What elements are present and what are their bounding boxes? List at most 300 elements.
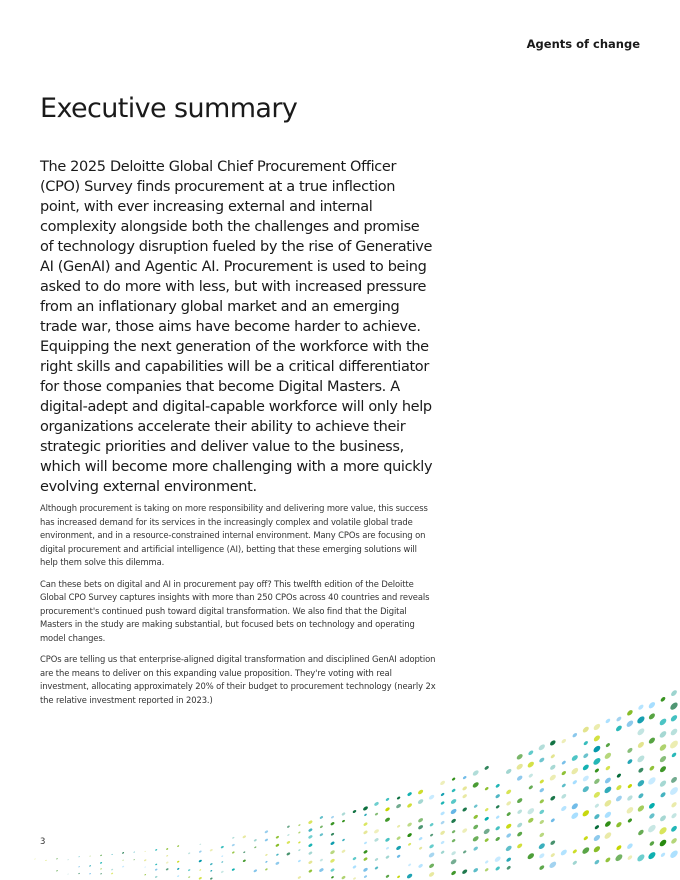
decorative-dot (570, 811, 579, 820)
decorative-dot (440, 850, 445, 854)
decorative-dot (581, 809, 590, 818)
decorative-dot (395, 845, 401, 851)
decorative-dot (231, 868, 235, 871)
decorative-dot (538, 842, 546, 850)
decorative-dot (111, 872, 114, 874)
decorative-dot (308, 820, 313, 825)
decorative-dot (363, 850, 368, 855)
decorative-dot (483, 828, 491, 836)
decorative-dot (298, 824, 301, 827)
decorative-dot (658, 838, 667, 847)
decorative-dot (440, 811, 445, 816)
decorative-dot (561, 760, 566, 765)
decorative-dot (417, 824, 423, 830)
decorative-dot (603, 799, 612, 808)
decorative-dot (561, 793, 568, 799)
decorative-dot (308, 869, 313, 873)
body-paragraph: Although procurement is taking on more responsibility and delivering more value, this success has increased demand for its services in the increasingly complex and volatile global trade environment, and in a resource-constrained internal environment. Many CPOs are focusing on digital procurement and artificial intelligence (AI), betting that these emerging solutions will help them solve this dilemma. (40, 503, 428, 567)
decorative-dot (549, 774, 557, 782)
decorative-dot (571, 802, 579, 810)
decorative-dot (374, 866, 378, 870)
decorative-dot (506, 865, 511, 870)
decorative-dot (451, 830, 455, 834)
decorative-dot (330, 868, 335, 873)
decorative-dot (122, 852, 124, 854)
decorative-dot (670, 776, 678, 784)
decorative-dot (429, 822, 434, 827)
decorative-dot (649, 840, 655, 846)
decorative-dot (539, 832, 545, 838)
decorative-dot (594, 859, 600, 865)
decorative-dot (561, 770, 567, 776)
decorative-dot (636, 754, 645, 763)
decorative-dot (539, 819, 545, 825)
decorative-dot (570, 767, 579, 776)
decorative-dot (572, 860, 578, 865)
decorative-dot (78, 856, 80, 857)
decorative-dot (188, 869, 191, 872)
decorative-dot (506, 800, 512, 806)
decorative-dot (89, 865, 91, 867)
decorative-dot (177, 845, 179, 847)
decorative-dot (429, 844, 435, 850)
decorative-dot (484, 786, 489, 791)
decorative-dot (374, 812, 378, 816)
decorative-dot (417, 817, 423, 823)
decorative-dot (594, 768, 600, 773)
decorative-dot (539, 809, 545, 815)
decorative-dot (604, 820, 612, 828)
decorative-dot (286, 852, 291, 856)
decorative-dot (407, 822, 413, 828)
decorative-dot (615, 795, 623, 803)
decorative-dot (386, 846, 390, 850)
decorative-dot (627, 818, 633, 824)
decorative-dot (571, 754, 579, 762)
decorative-dot (308, 834, 313, 839)
decorative-dot (364, 813, 368, 816)
decorative-dot (648, 712, 656, 720)
decorative-dot (451, 788, 456, 793)
decorative-dot (593, 845, 602, 853)
decorative-dot (550, 754, 555, 759)
decorative-dot (144, 859, 147, 862)
decorative-dot (440, 801, 445, 805)
decorative-dot (484, 860, 488, 864)
decorative-dot (550, 852, 555, 857)
decorative-dot (626, 794, 633, 801)
decorative-dot (330, 858, 336, 863)
decorative-dot (396, 796, 400, 800)
decorative-dot (660, 696, 666, 702)
decorative-dot (648, 701, 657, 710)
decorative-dot (495, 825, 501, 831)
decorative-dot (561, 783, 566, 788)
decorative-dot (473, 867, 479, 873)
decorative-dot (451, 777, 455, 781)
decorative-dot (583, 740, 589, 746)
decorative-dot (406, 873, 413, 880)
decorative-dot (528, 785, 533, 790)
decorative-dot (56, 858, 58, 859)
decorative-dot (670, 812, 677, 819)
decorative-dot (615, 725, 623, 733)
decorative-dot (495, 783, 500, 788)
decorative-dot (538, 743, 546, 751)
decorative-dot (232, 851, 235, 854)
decorative-dot (450, 870, 456, 876)
decorative-dot (538, 852, 545, 859)
decorative-dot (636, 779, 645, 788)
decorative-dot (308, 843, 313, 848)
decorative-dot (604, 811, 613, 820)
decorative-dot (330, 832, 334, 836)
decorative-dot (221, 861, 223, 863)
decorative-dot (582, 726, 590, 734)
decorative-dot (506, 812, 511, 817)
decorative-dot (495, 836, 501, 842)
decorative-dot (199, 843, 201, 845)
decorative-dot (428, 794, 435, 801)
decorative-dot (505, 845, 513, 852)
decorative-dot (188, 852, 191, 854)
decorative-dot (331, 815, 335, 819)
decorative-dot (604, 752, 613, 761)
decorative-dot (177, 860, 180, 863)
decorative-dot (342, 819, 346, 822)
decorative-dot (605, 718, 611, 724)
decorative-dot (331, 876, 335, 879)
decorative-dot (133, 859, 135, 861)
decorative-dot (374, 837, 379, 842)
decorative-dot (67, 859, 69, 860)
decorative-dot (408, 842, 412, 846)
decorative-dot (374, 858, 378, 862)
decorative-dot (89, 855, 90, 856)
decorative-dot (209, 849, 213, 852)
decorative-dot (582, 785, 590, 793)
decorative-dot (626, 842, 634, 849)
decorative-dot (659, 765, 667, 773)
decorative-dot (637, 829, 645, 836)
decorative-dot (100, 854, 102, 856)
decorative-dot (615, 821, 622, 828)
decorative-dot (397, 824, 401, 828)
decorative-dot (253, 869, 257, 873)
decorative-dot (122, 865, 125, 867)
decorative-dot (669, 727, 678, 736)
decorative-dot (538, 757, 545, 764)
decorative-dot (549, 764, 556, 771)
decorative-dot (526, 807, 535, 815)
decorative-dot (517, 809, 523, 815)
decorative-dot (451, 850, 457, 856)
decorative-dot (484, 838, 489, 843)
decorative-dot (461, 869, 468, 875)
decorative-dot (473, 804, 478, 809)
decorative-dot (516, 822, 523, 828)
decorative-dot (330, 850, 336, 855)
decorative-dot (659, 755, 667, 763)
decorative-dot (506, 832, 512, 838)
decorative-dot (287, 834, 290, 837)
decorative-dot (450, 798, 457, 805)
decorative-dot (516, 775, 523, 782)
decorative-dot (177, 875, 180, 877)
decorative-dot (78, 866, 80, 868)
decorative-dot (659, 779, 668, 788)
decorative-dot (275, 835, 279, 839)
decorative-dot (298, 831, 301, 834)
decorative-dot-wave (0, 690, 680, 880)
decorative-dot (603, 831, 612, 840)
decorative-dot (363, 822, 368, 827)
decorative-dot (527, 761, 535, 769)
decorative-dot (625, 719, 634, 728)
decorative-dot (319, 858, 323, 862)
decorative-dot (472, 781, 480, 789)
decorative-dot (516, 831, 523, 837)
decorative-dot (144, 866, 146, 868)
decorative-dot (592, 745, 601, 754)
body-paragraph: Can these bets on digital and AI in procurement pay off? This twelfth edition of the Deloitte Global CPO Survey captures insights with more than 250 CPOs across 40 countries and reveals procurement's continued push toward digital transformation. We also find that the Digital Masters in the study are making substantial, but focused bets on technology and operating model changes. (40, 578, 430, 643)
decorative-dot (198, 877, 202, 880)
decorative-dot (473, 846, 479, 852)
decorative-dot (363, 830, 368, 835)
decorative-dot (297, 876, 301, 880)
decorative-dot (659, 743, 668, 752)
decorative-dot (319, 833, 323, 837)
decorative-dot (670, 801, 677, 808)
decorative-dot (484, 868, 489, 872)
decorative-dot (605, 765, 611, 771)
decorative-dot (627, 758, 634, 765)
decorative-dot (539, 864, 546, 870)
decorative-dot (362, 806, 368, 812)
decorative-dot (462, 793, 468, 798)
decorative-dot (593, 778, 600, 785)
decorative-dot (439, 780, 445, 786)
decorative-dot (594, 824, 600, 830)
decorative-dot (637, 741, 645, 749)
decorative-dot (671, 752, 677, 758)
decorative-dot (593, 723, 602, 732)
decorative-dot (484, 816, 490, 821)
decorative-dot (396, 836, 401, 841)
decorative-dot (627, 854, 633, 860)
decorative-dot (111, 868, 114, 870)
decorative-dot (616, 716, 623, 723)
decorative-dot (451, 839, 456, 843)
decorative-dot (582, 775, 590, 783)
decorative-dot (615, 784, 622, 791)
decorative-dot (363, 867, 369, 872)
decorative-dot (221, 855, 223, 857)
decorative-dot (636, 715, 646, 725)
decorative-dot (100, 868, 102, 870)
decorative-dot (659, 814, 667, 822)
decorative-dot (253, 839, 257, 842)
decorative-dot (495, 793, 501, 798)
decorative-dot (428, 863, 435, 869)
decorative-dot (275, 861, 280, 865)
decorative-dot (472, 824, 479, 830)
decorative-dot (539, 799, 545, 805)
decorative-dot (352, 809, 357, 813)
lead-paragraph: The 2025 Deloitte Global Chief Procurement Officer (CPO) Survey finds procurement at a true inflection point, with ever increasing external and internal complexity alongside both the challenges and promise of technology disruption fueled by the rise of Generative AI (GenAI) and Agentic AI. Procurement is used to being asked to do more with less, but with increased pressure from an inflationary global market and an emerging trade war, those aims have become harder to achieve. Equipping the next generation of the workforce with the right skills and capabilities will be a critical differentiator for those companies that become Digital Masters. A digital-adept and digital-capable workforce will only help organizations accelerate their ability to achieve their strategic priorities and deliver value to the business, which will become more challenging with a more quickly evolving external environment. (40, 159, 433, 495)
decorative-dot (352, 865, 357, 869)
decorative-dot (527, 852, 536, 860)
decorative-dot (264, 838, 268, 842)
decorative-dot (440, 792, 445, 796)
decorative-dot (428, 871, 435, 878)
decorative-dot (364, 875, 368, 879)
decorative-dot (647, 851, 657, 861)
decorative-dot (265, 861, 268, 864)
decorative-dot (385, 797, 389, 801)
decorative-dot (242, 859, 246, 862)
decorative-dot (430, 833, 434, 837)
decorative-dot (649, 765, 656, 771)
decorative-dot (461, 827, 468, 833)
decorative-dot (374, 801, 380, 806)
decorative-dot (396, 854, 400, 858)
decorative-dot (440, 830, 446, 836)
decorative-dot (352, 856, 357, 860)
decorative-dot (407, 791, 413, 796)
decorative-dot (56, 870, 58, 872)
decorative-dot (626, 747, 633, 754)
decorative-dot (89, 873, 91, 875)
decorative-dot (155, 876, 158, 879)
decorative-dot (450, 858, 457, 865)
decorative-dot (572, 732, 578, 738)
decorative-dot (177, 868, 180, 871)
decorative-dot (428, 852, 435, 859)
decorative-dot (572, 779, 578, 785)
decorative-dot (265, 868, 268, 871)
decorative-dot (527, 817, 534, 824)
decorative-dot (298, 849, 301, 852)
decorative-dot (406, 803, 412, 809)
decorative-dot (463, 850, 467, 854)
decorative-dot (232, 837, 235, 840)
decorative-dot (210, 863, 213, 866)
decorative-dot (221, 870, 225, 873)
decorative-dot (658, 717, 667, 726)
decorative-dot (298, 841, 301, 844)
decorative-dot (308, 851, 313, 855)
decorative-dot (319, 816, 323, 820)
decorative-dot (341, 812, 346, 816)
decorative-dot (582, 752, 589, 759)
decorative-dot (254, 846, 257, 848)
decorative-dot (417, 798, 424, 805)
decorative-dot (581, 846, 590, 855)
decorative-dot (231, 843, 235, 846)
decorative-dot (669, 849, 679, 859)
decorative-dot (417, 789, 424, 795)
decorative-dot (636, 853, 646, 863)
decorative-dot (582, 763, 590, 771)
decorative-dot (593, 813, 600, 820)
decorative-dot (549, 739, 556, 746)
decorative-dot (660, 791, 667, 798)
decorative-dot (648, 802, 656, 810)
decorative-dot (155, 868, 158, 871)
decorative-dot (418, 863, 424, 868)
decorative-dot (210, 870, 212, 872)
decorative-dot (516, 843, 523, 850)
decorative-dot (34, 859, 35, 860)
body-text (40, 502, 436, 715)
decorative-dot (220, 845, 224, 848)
decorative-dot (384, 817, 390, 823)
decorative-dot (472, 769, 480, 776)
decorative-dot (462, 775, 467, 779)
decorative-dot (199, 850, 202, 853)
decorative-dot (166, 848, 169, 850)
decorative-dot (385, 837, 391, 842)
section-label: Agents of change (526, 37, 640, 51)
decorative-dot (505, 789, 512, 795)
decorative-dot (133, 851, 135, 852)
decorative-dot (395, 803, 401, 809)
decorative-dot (165, 868, 168, 871)
decorative-dot (605, 742, 610, 747)
decorative-dot (342, 838, 346, 841)
decorative-dot (450, 808, 458, 815)
decorative-dot (561, 738, 567, 744)
decorative-dot (155, 863, 158, 865)
decorative-dot (286, 840, 290, 844)
decorative-dot (625, 806, 634, 815)
decorative-dot (155, 849, 158, 851)
decorative-dot (275, 843, 280, 847)
decorative-dot (407, 832, 413, 837)
decorative-dot (548, 860, 557, 869)
page-title: Executive summary (40, 93, 298, 124)
decorative-dot (198, 859, 202, 862)
decorative-dot (658, 826, 668, 836)
decorative-dot (451, 818, 457, 824)
decorative-dot (100, 873, 102, 875)
decorative-dot (527, 750, 534, 756)
decorative-dot (363, 857, 368, 862)
decorative-dot (550, 795, 557, 801)
decorative-dot (265, 853, 268, 856)
decorative-dot (418, 836, 423, 840)
decorative-dot (670, 825, 678, 833)
decorative-dot (418, 846, 422, 850)
decorative-dot (604, 777, 612, 785)
decorative-dot (341, 849, 346, 853)
decorative-dot (199, 869, 201, 871)
decorative-dot (188, 876, 191, 878)
decorative-dot (505, 768, 512, 775)
decorative-dot (78, 873, 80, 875)
decorative-dot (572, 849, 577, 854)
decorative-dot (308, 828, 313, 833)
decorative-dot (637, 804, 646, 813)
decorative-dot (594, 803, 599, 808)
decorative-dot (550, 818, 555, 823)
decorative-dot (243, 851, 246, 853)
decorative-dot (516, 763, 524, 771)
decorative-dot (669, 739, 680, 750)
decorative-dot (647, 823, 657, 833)
decorative-dot (637, 792, 644, 799)
